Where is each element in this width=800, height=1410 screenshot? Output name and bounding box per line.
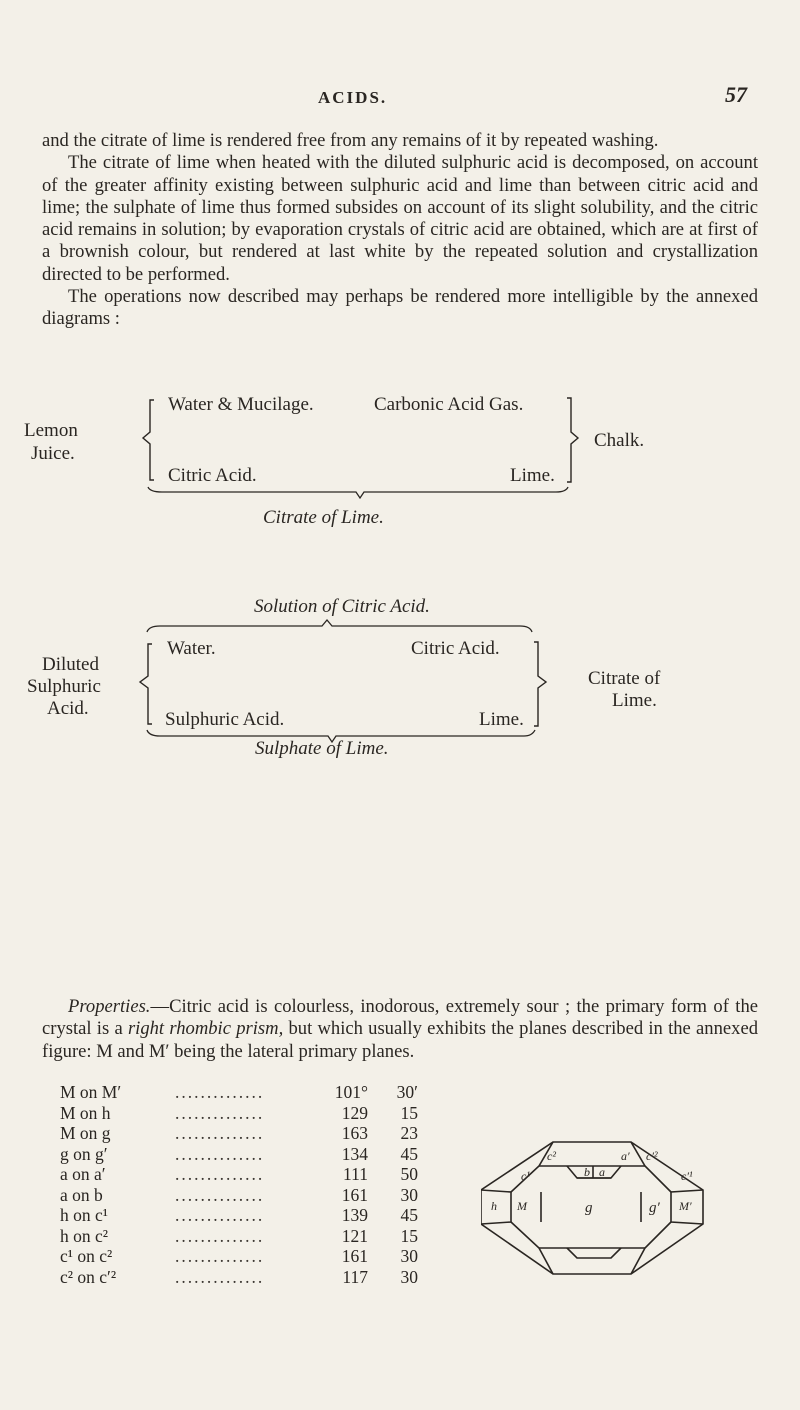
leader-dots: .............. <box>175 1164 265 1184</box>
angle-label: M on g <box>60 1123 111 1143</box>
crystal-label: a <box>599 1165 605 1179</box>
diagram-left-label: Acid. <box>47 698 89 719</box>
leader-dots: .............. <box>175 1246 265 1266</box>
diagram-citrate-of-lime <box>0 392 800 527</box>
crystal-edge <box>567 1248 621 1258</box>
table-row <box>60 1246 480 1267</box>
properties-paragraph <box>42 996 758 1063</box>
diagram-bottom-right-text: Lime. <box>479 709 524 730</box>
angle-label: a on b <box>60 1184 103 1205</box>
angle-minutes: 30 <box>400 1266 418 1287</box>
angle-minutes: 15 <box>400 1225 418 1246</box>
diagram-left-label: Lemon <box>24 420 78 441</box>
angle-label: c² on c′² <box>60 1266 117 1287</box>
properties-text: —Citric acid is colourless, inodorous, extremely sour ; the primary form of the crystal is a <box>42 996 758 1040</box>
diagram-result: Citrate of Lime. <box>263 507 384 528</box>
angle-degrees: 101° <box>334 1082 368 1102</box>
leader-dots: .............. <box>175 1225 265 1246</box>
leader-dots: .............. <box>175 1102 265 1123</box>
leader-dots: .............. <box>175 1123 265 1143</box>
body-text <box>42 130 758 331</box>
diagram-top-left-text: Water & Mucilage. <box>168 394 314 415</box>
angle-degrees: 129 <box>341 1102 368 1123</box>
crystal-label: c′¹ <box>681 1169 693 1183</box>
diagram-bottom-left-text: Citric Acid. <box>168 465 257 486</box>
angle-minutes: 50 <box>400 1164 418 1184</box>
diagram-top-right-text: Citric Acid. <box>411 638 500 659</box>
angle-label: M on h <box>60 1102 111 1123</box>
crystal-label: g <box>585 1200 593 1216</box>
crystal-label: b <box>584 1165 590 1179</box>
diagram-left-label: Juice. <box>31 443 75 464</box>
leader-dots: .............. <box>175 1143 265 1164</box>
leader-dots: .............. <box>175 1082 265 1102</box>
diagram-bottom-left-text: Sulphuric Acid. <box>165 709 285 730</box>
angle-minutes: 45 <box>400 1205 418 1225</box>
crystal-figure <box>481 1138 706 1278</box>
angle-minutes: 15 <box>400 1102 418 1123</box>
angle-minutes: 30′ <box>396 1082 418 1102</box>
angle-label: h on c² <box>60 1225 109 1246</box>
table-row <box>60 1267 480 1288</box>
table-row <box>60 1226 480 1247</box>
paragraph: The citrate of lime when heated with the diluted sulphuric acid is decomposed, on account of the greater affinity existing between sulphuric acid and lime than between citric acid and lime; the sulphate of lime thus formed subsides on account of its slight solubility, and the citric acid remains in solution; by evaporation crystals of citric acid are obtained, which are at first of a brownish colour, but rendered at last white by the repeated solution and crystallization directed to be performed. <box>42 152 758 285</box>
properties-text-continued: but which usually exhibits the planes described in the annexed figure: M and M′ being the lateral primary planes. <box>42 1018 758 1062</box>
angle-minutes: 45 <box>400 1143 418 1164</box>
crystal-label: c² <box>547 1149 556 1163</box>
running-head: ACIDS. <box>318 88 388 107</box>
paragraph: The operations now described may perhaps be rendered more intelligible by the annexed diagrams : <box>42 286 758 330</box>
crystal-label: c¹ <box>521 1169 530 1183</box>
diagram-sulphate-of-lime <box>0 596 800 759</box>
paragraph: and the citrate of lime is rendered free from any remains of it by repeated washing. <box>42 130 659 151</box>
properties-heading: Properties. <box>68 996 151 1017</box>
leader-dots: .............. <box>175 1266 265 1287</box>
table-row <box>60 1185 480 1206</box>
diagram-right-label: Chalk. <box>594 430 645 451</box>
properties-emphasis: right rhombic prism, <box>127 1018 284 1040</box>
angle-degrees: 139 <box>341 1205 368 1225</box>
table-row <box>60 1082 480 1103</box>
diagram-top-left-text: Water. <box>167 638 216 659</box>
angle-minutes: 30 <box>400 1184 418 1205</box>
diagram-right-label: Lime. <box>612 690 657 711</box>
crystal-label: c′² <box>646 1149 658 1163</box>
angle-label: g on g′ <box>60 1143 108 1164</box>
angle-degrees: 161 <box>341 1246 368 1266</box>
crystal-label: M′ <box>679 1199 692 1213</box>
diagram-result-bottom: Sulphate of Lime. <box>255 738 389 759</box>
diagram-braces <box>0 392 800 527</box>
table-row <box>60 1144 480 1165</box>
crystal-label: M <box>517 1199 527 1213</box>
leader-dots: .............. <box>175 1184 265 1205</box>
angle-degrees: 161 <box>341 1184 368 1205</box>
angle-table <box>60 1082 480 1287</box>
angle-label: c¹ on c² <box>60 1246 113 1266</box>
page-number: 57 <box>725 82 747 107</box>
angle-degrees: 111 <box>343 1164 368 1184</box>
page-header <box>0 82 800 112</box>
leader-dots: .............. <box>175 1205 265 1225</box>
table-row <box>60 1205 480 1226</box>
crystal-edge <box>567 1166 621 1178</box>
diagram-left-label: Sulphuric <box>27 676 101 697</box>
table-row <box>60 1164 480 1185</box>
angle-degrees: 163 <box>341 1123 368 1143</box>
diagram-bottom-right-text: Lime. <box>510 465 555 486</box>
crystal-label: h <box>491 1199 497 1213</box>
angle-degrees: 134 <box>341 1143 368 1164</box>
angle-minutes: 23 <box>400 1123 418 1143</box>
crystal-label: a′ <box>621 1149 630 1163</box>
angle-label: M on M′ <box>60 1082 122 1102</box>
diagram-left-label: Diluted <box>42 654 99 675</box>
crystal-label: g′ <box>649 1200 660 1216</box>
diagram-right-label: Citrate of <box>588 668 661 689</box>
diagram-result-top: Solution of Citric Acid. <box>254 596 430 617</box>
angle-minutes: 30 <box>400 1246 418 1266</box>
angle-degrees: 121 <box>341 1225 368 1246</box>
angle-degrees: 117 <box>342 1266 368 1287</box>
diagram-braces <box>0 596 800 756</box>
table-row <box>60 1123 480 1144</box>
diagram-top-right-text: Carbonic Acid Gas. <box>374 394 524 415</box>
angle-label: a on a′ <box>60 1164 106 1184</box>
table-row <box>60 1103 480 1124</box>
angle-label: h on c¹ <box>60 1205 109 1225</box>
